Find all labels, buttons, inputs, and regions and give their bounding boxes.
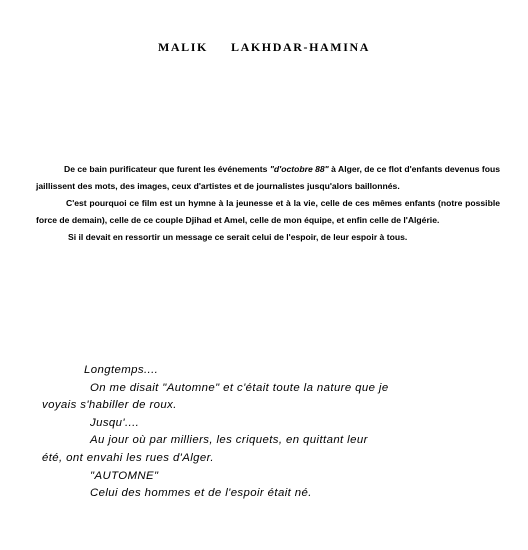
poem-line: été, ont envahi les rues d'Alger.	[42, 451, 214, 464]
poem-line: "AUTOMNE"	[90, 469, 159, 482]
prose-section	[36, 161, 500, 246]
poem-line: Celui des hommes et de l'espoir était né.	[90, 487, 312, 500]
page-title: MALIK LAKHDAR-HAMINA	[157, 40, 371, 54]
poem-line: Au jour où par milliers, les criquets, en quittant leur	[90, 434, 368, 447]
poem-line: On me disait "Automne" et c'était toute la nature que je	[90, 381, 389, 394]
poem-section	[42, 362, 502, 503]
poem-line: Jusqu'....	[90, 416, 140, 429]
paragraph-1	[36, 161, 500, 195]
paragraph-1-after: à Alger, de ce flot d'enfants devenus fous jaillissent des mots, des images, ceux d'artistes et de journalistes jusqu'alors baillonnés.	[36, 164, 500, 191]
paragraph-1-before: De ce bain purificateur que furent les événements	[64, 164, 270, 174]
paragraph-2: C'est pourquoi ce film est un hymne à la jeunesse et à la vie, celle de ces mêmes enfants (notre possible force de demain), celle de ce couple Djihad et Amel, celle de mon équipe, et enfin celle de l'Algérie.	[36, 198, 500, 225]
paragraph-3: Si il devait en ressortir un message ce serait celui de l'espoir, de leur espoir à tous.	[68, 232, 408, 242]
poem-line: voyais s'habiller de roux.	[42, 399, 177, 412]
paragraph-1-emphasis: "d'octobre 88"	[269, 164, 329, 174]
poem-line: Longtemps....	[84, 364, 159, 376]
